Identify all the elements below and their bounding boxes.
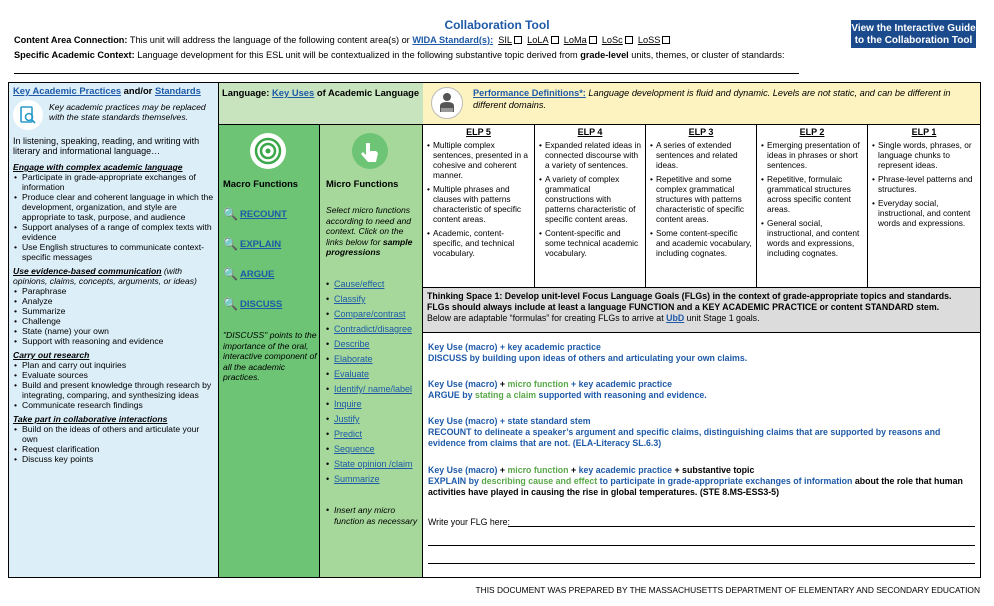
micro-link[interactable]: State opinion /claim (334, 459, 413, 469)
specific-academic-context: Specific Academic Context: Language development for this ESL unit will be contextualized in the following substantive topic derived from grade-level units, themes, or cluster of standards: (14, 50, 785, 60)
micro-link[interactable]: Compare/contrast (334, 309, 406, 319)
micro-functions-title: Micro Functions (326, 178, 399, 189)
ubd-link[interactable]: UbD (666, 313, 685, 323)
footer-credit: THIS DOCUMENT WAS PREPARED BY THE MASSACHUSETTS DEPARTMENT OF ELEMENTARY AND SECONDARY EDUCATION (475, 585, 980, 595)
micro-link[interactable]: Predict (334, 429, 363, 439)
interactive-guide-button[interactable]: View the Interactive Guide to the Collaboration Tool (851, 20, 976, 48)
performance-text: Language development is fluid and dynamic. Levels are not static, and can be different in different domains. (473, 88, 951, 110)
discuss-note: "DISCUSS" points to the importance of the oral, interactive component of all the academic practices. (223, 330, 317, 382)
micro-link[interactable]: Identify/ name/label (334, 384, 413, 394)
elp3-column (646, 125, 757, 287)
magnifier-icon: 🔍 (223, 267, 238, 281)
magnifier-icon: 🔍 (223, 207, 238, 221)
area-loss[interactable]: LoSS (638, 35, 670, 45)
elp-descriptor: • A series of extended sentences and related ideas. (650, 140, 752, 170)
list-item: • Request clarification (13, 444, 214, 454)
elp-levels-table (423, 125, 980, 287)
list-item: • Use English structures to communicate context-specific messages (13, 242, 214, 262)
micro-link[interactable]: Describe (334, 339, 370, 349)
list-item: • Challenge (13, 316, 214, 326)
elp-descriptor: • Repetitive and some complex grammatical structures with patterns characteristic of specific content areas. (650, 174, 752, 224)
micro-link[interactable]: Summarize (334, 474, 380, 484)
conn-label: Content Area Connection: (14, 35, 128, 45)
academic-practices-column: Key Academic Practices and/or Standards Key academic practices may be replaced with the state standards themselves. In listening, speaking, reading, and writing with literary and informational language… Engage with complex academic language • Participate in grade-appropriate exchanges of information • Produce clear and coherent language in which the development, organization, and style are appropriate to task, purpose, and audience • Support analyses of a range of complex texts with evidence • Use English structures to communicate context-specific messages Use evidence-based communication (with opinions, claims, concepts, arguments, or ideas) • Paraphrase • Analyze • Summarize • Challenge • State (name) your own • Support with reasoning and evidence Carry out research • Plan and carry out inquiries • Evaluate sources • Build and present knowledge through research by integrating, comparing, and synthesizing ideas • Communicate research findings Take part in collaborative interactions • Build on the ideas of others and articulate your own • Request clarification • Discuss key points (9, 83, 219, 577)
elp-descriptor: • General social, instructional, and content words and expressions, including cognates. (761, 218, 863, 258)
elp5-column (423, 125, 535, 287)
elp-level-heading: ELP 5 (466, 127, 491, 137)
micro-link[interactable]: Justify (334, 414, 360, 424)
key-uses-link[interactable]: Key Uses (272, 87, 315, 98)
list-item: • Support analyses of a range of complex texts with evidence (13, 222, 214, 242)
micro-link[interactable]: Classify (334, 294, 366, 304)
key-academic-practices-link[interactable]: Key Academic Practices (13, 85, 122, 96)
macro-discuss-link[interactable]: DISCUSS (240, 299, 283, 310)
list-item: • Plan and carry out inquiries (13, 360, 214, 370)
elp-descriptor: • Everyday social, instructional, and content words and expressions. (872, 198, 976, 228)
flg-input-line[interactable] (428, 563, 975, 564)
micro-link[interactable]: Evaluate (334, 369, 370, 379)
macro-argue-link[interactable]: ARGUE (240, 269, 275, 280)
elp-descriptor: • Some content-specific and academic vocabulary, including cognates. (650, 228, 752, 258)
performance-definitions-link[interactable]: Performance Definitions*: (473, 88, 586, 98)
area-lola[interactable]: LoLA (527, 35, 558, 45)
flg-input-line[interactable] (428, 545, 975, 546)
elp1-column (868, 125, 980, 287)
elp-level-heading: ELP 4 (577, 127, 603, 137)
conn-text: This unit will address the language of the following content area(s) or (129, 35, 410, 45)
elp-descriptor: • Content-specific and some technical academic vocabulary. (539, 228, 641, 258)
list-item: • Build and present knowledge through research by integrating, comparing, and synthesizing ideas (13, 380, 214, 400)
micro-link[interactable]: Sequence (334, 444, 375, 454)
list-item: • Evaluate sources (13, 370, 214, 380)
wida-standards-link[interactable]: WIDA Standard(s): (412, 35, 494, 45)
micro-insert-note: Insert any micro function as necessary (334, 505, 418, 526)
elp-descriptor: • Single words, phrases, or language chunks to represent ideas. (872, 140, 976, 170)
elp-descriptor: • Repetitive, formulaic grammatical structures across specific content areas. (761, 174, 863, 214)
elp-descriptor: • Multiple complex sentences, presented in a cohesive and coherent manner. (427, 140, 530, 180)
topic-input-line[interactable] (14, 73, 799, 74)
language-header: Language: Key Uses of Academic Language (219, 83, 423, 125)
list-item: • Analyze (13, 296, 214, 306)
elp2-column (757, 125, 868, 287)
section-title: Carry out research (13, 350, 90, 360)
area-losc[interactable]: LoSc (602, 35, 633, 45)
page-title: Collaboration Tool (444, 18, 550, 32)
list-item: • Produce clear and coherent language in which the development, organization, and style are appropriate to task, purpose, and audience (13, 192, 214, 222)
elp-descriptor: • A variety of complex grammatical constructions with patterns characteristic of specific content areas. (539, 174, 641, 224)
practices-note: Key academic practices may be replaced with the state standards themselves. (49, 102, 206, 122)
formula-2: Key Use (macro) + micro function + key academic practice ARGUE by stating a claim supported with reasoning and evidence. (428, 379, 707, 400)
elp-descriptor: • Phrase-level patterns and structures. (872, 174, 976, 194)
micro-intro: Select micro functions according to need and context. Click on the links below for sample progressions (326, 205, 413, 257)
macro-explain-link[interactable]: EXPLAIN (240, 239, 282, 250)
section-title: Engage with complex academic language (13, 162, 183, 172)
list-item: • Communicate research findings (13, 400, 214, 410)
presenter-icon (431, 87, 463, 119)
list-item: • Discuss key points (13, 454, 214, 464)
pointer-hand-icon (352, 133, 388, 169)
practices-intro: In listening, speaking, reading, and writing with literary and informational language… (13, 136, 200, 156)
elp-descriptor: • Emerging presentation of ideas in phrases or short sentences. (761, 140, 863, 170)
performance-definitions (423, 83, 980, 125)
standards-link[interactable]: Standards (154, 85, 201, 96)
micro-link[interactable]: Cause/effect (334, 279, 385, 289)
list-item: • State (name) your own (13, 326, 214, 336)
content-area-connection (14, 35, 670, 45)
section-title: Take part in collaborative interactions (13, 414, 168, 424)
elp-level-heading: ELP 3 (688, 127, 714, 137)
magnifier-icon: 🔍 (223, 237, 238, 251)
area-sil[interactable]: SIL (498, 35, 522, 45)
elp-descriptor: • Expanded related ideas in connected discourse with a variety of sentences. (539, 140, 641, 170)
macro-functions-title: Macro Functions (223, 178, 299, 189)
formula-3: Key Use (macro) + state standard stem RECOUNT to delineate a speaker’s argument and specific claims, distinguishing claims that are supported by reasons and evidence from claims that are not. (ELA-Literacy SL.6.3) (428, 416, 941, 448)
micro-link[interactable]: Contradict/disagree (334, 324, 413, 334)
micro-link[interactable]: Elaborate (334, 354, 373, 364)
list-item: • Summarize (13, 306, 214, 316)
document-search-icon (13, 100, 43, 130)
elp4-column (535, 125, 646, 287)
elp-level-heading: ELP 1 (911, 127, 937, 137)
list-item: • Support with reasoning and evidence (13, 336, 214, 346)
list-item: • Paraphrase (13, 286, 214, 296)
target-icon (250, 133, 286, 169)
micro-link[interactable]: Inquire (334, 399, 362, 409)
write-flg-label: Write your FLG here: (428, 517, 510, 527)
list-item: • Build on the ideas of others and articulate your own (13, 424, 214, 444)
flg-input-line[interactable] (508, 526, 975, 527)
elp-descriptor: • Academic, content-specific, and technical vocabulary. (427, 228, 530, 258)
section-title: Use evidence-based communication (13, 266, 162, 276)
list-item: • Participate in grade-appropriate exchanges of information (13, 172, 214, 192)
elp-descriptor: • Multiple phrases and clauses with patterns characteristic of specific content areas. (427, 184, 530, 224)
area-loma[interactable]: LoMa (564, 35, 597, 45)
formula-4: Key Use (macro) + micro function + key academic practice + substantive topic EXPLAIN by describing cause and effect to participate in grade-appropriate exchanges of information about the role that human activities have played in causing the rise in global temperatures. (STE 8.MS-ESS3-5) (428, 465, 963, 497)
elp-level-heading: ELP 2 (799, 127, 825, 137)
formula-1: Key Use (macro) + key academic practice DISCUSS by building upon ideas of others and articulating your own claims. (428, 342, 748, 363)
thinking-space-header: Thinking Space 1: Develop unit-level Focus Language Goals (FLGs) in the context of grade-appropriate topics and standards. FLGs should always include at least a language FUNCTION and a KEY ACADEMIC PRACTICE or content STANDARD stem. Below are adaptable “formulas” for creating FLGs to arrive at UbD unit Stage 1 goals. (423, 287, 980, 333)
magnifier-icon: 🔍 (223, 297, 238, 311)
macro-recount-link[interactable]: RECOUNT (240, 209, 287, 220)
